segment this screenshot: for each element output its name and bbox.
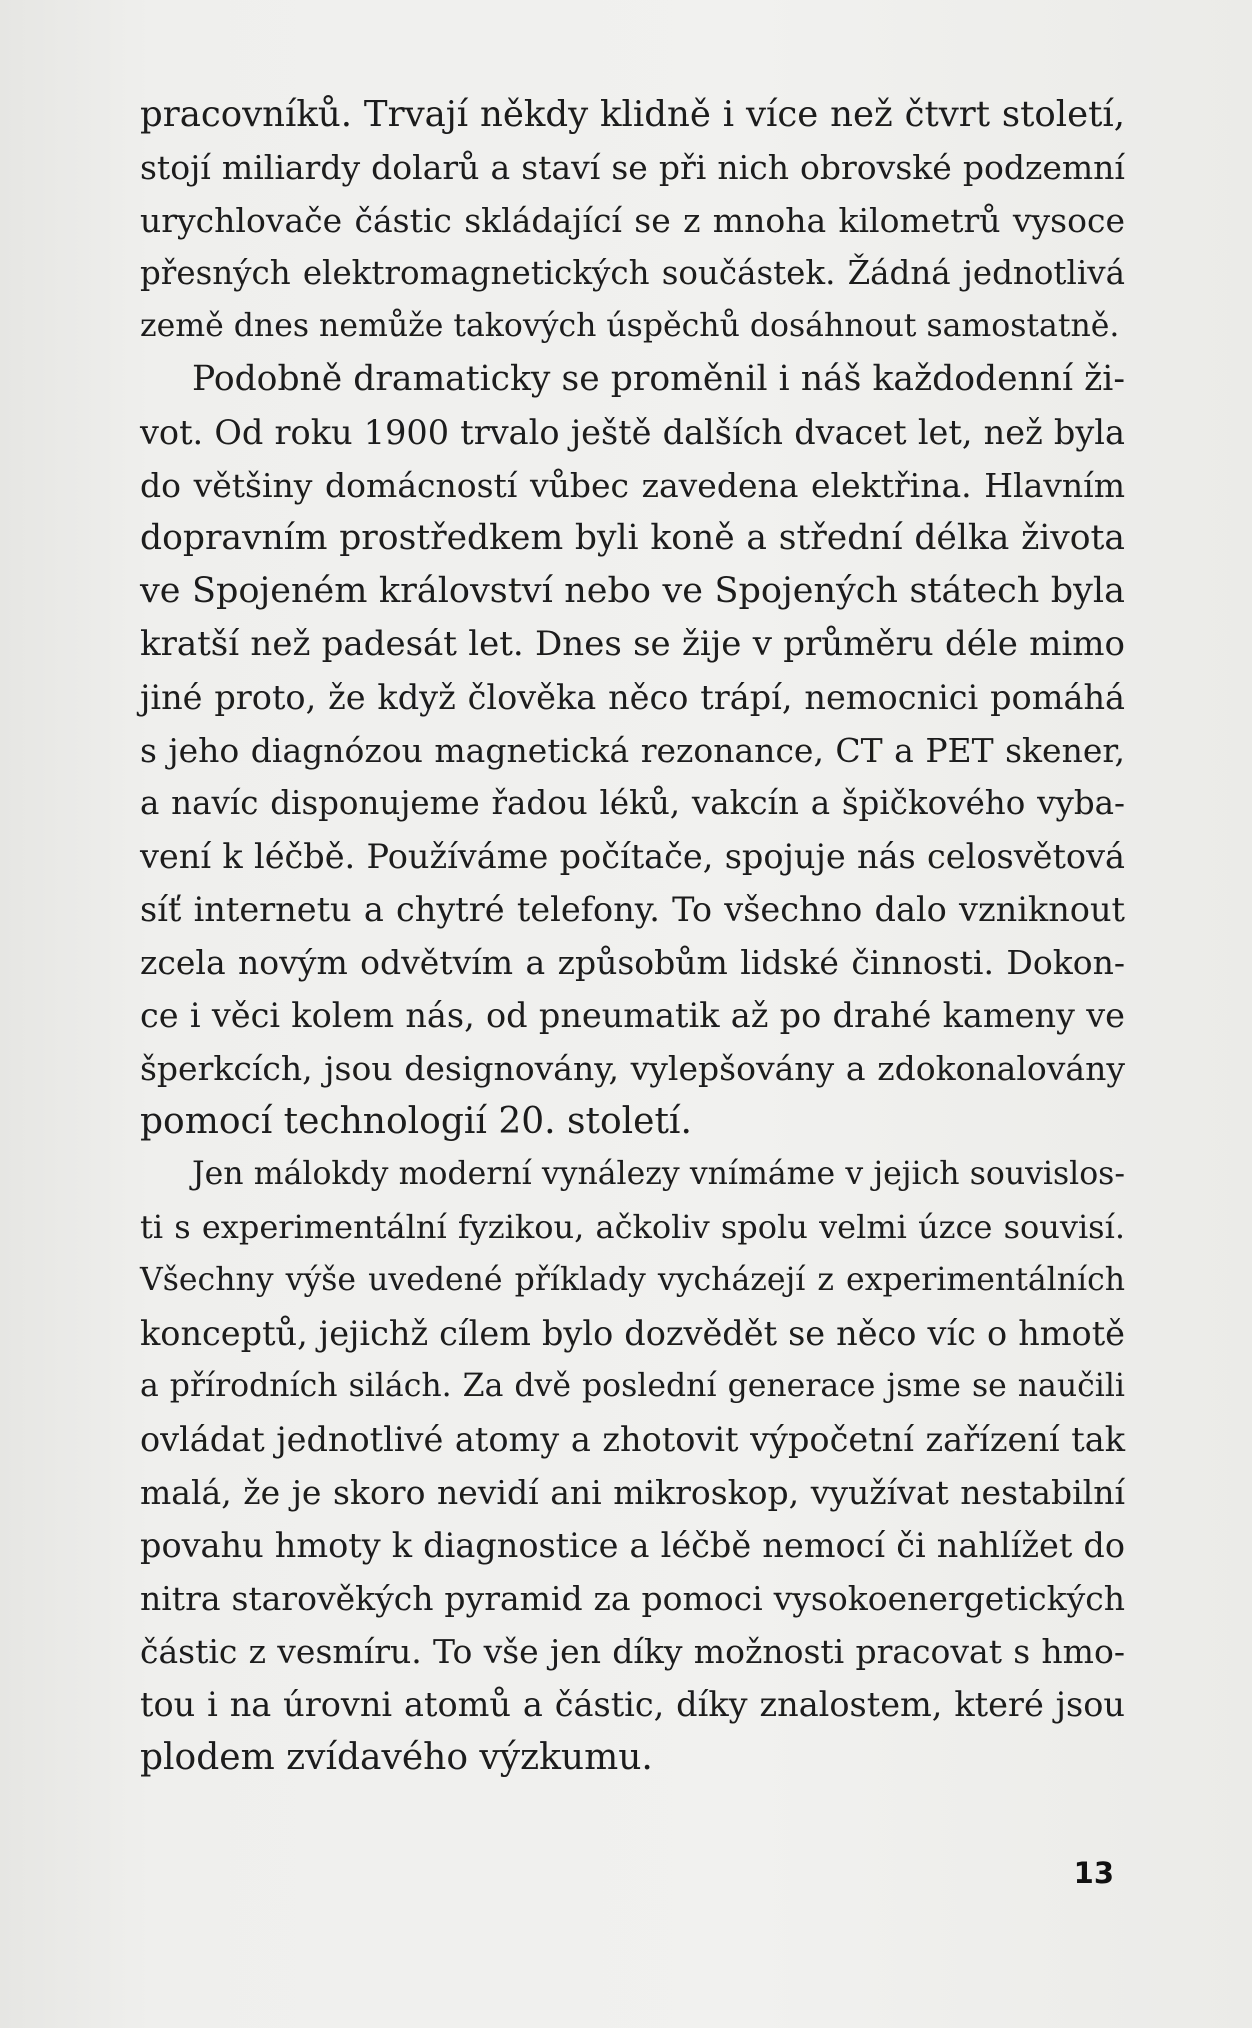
text-line: jiné proto, že když člověka něco trápí, nemocnici pomáhá bbox=[140, 678, 1125, 717]
text-line: šperkcích, jsou designovány, vylepšovány a zdokonalovány bbox=[140, 1049, 1125, 1088]
paragraph bbox=[140, 353, 1125, 1148]
body-text bbox=[140, 88, 1125, 1784]
text-line: ovládat jednotlivé atomy a zhotovit výpočetní zařízení tak bbox=[140, 1420, 1125, 1459]
text-line: malá, že je skoro nevidí ani mikroskop, využívat nestabilní bbox=[140, 1473, 1125, 1512]
text-line: konceptů, jejichž cílem bylo dozvědět se něco víc o hmotě bbox=[140, 1314, 1125, 1353]
page-number: 13 bbox=[1073, 1856, 1114, 1890]
text-line: s jeho diagnózou magnetická rezonance, CT a PET skener, bbox=[140, 731, 1125, 770]
text-line: urychlovače částic skládající se z mnoha kilometrů vysoce bbox=[140, 201, 1125, 240]
text-line: ve Spojeném království nebo ve Spojených státech byla bbox=[140, 571, 1125, 611]
text-line: přesných elektromagnetických součástek. Žádná jednotlivá bbox=[140, 254, 1125, 292]
text-line: země dnes nemůže takových úspěchů dosáhnout samostatně. bbox=[140, 308, 1120, 344]
text-line: síť internetu a chytré telefony. To všechno dalo vzniknout bbox=[140, 890, 1125, 929]
text-line: vení k léčbě. Používáme počítače, spojuje nás celosvětová bbox=[140, 837, 1125, 876]
text-line: pomocí technologií 20. století. bbox=[140, 1101, 692, 1142]
text-line: nitra starověkých pyramid za pomoci vysokoenergetických bbox=[140, 1579, 1125, 1618]
text-line: tou i na úrovni atomů a částic, díky znalostem, které jsou bbox=[140, 1685, 1125, 1724]
text-line: a navíc disponujeme řadou léků, vakcín a špičkového vyba- bbox=[140, 784, 1125, 822]
text-line: Všechny výše uvedené příklady vycházejí z experimentálních bbox=[140, 1262, 1125, 1298]
text-line: částic z vesmíru. To vše jen díky možnosti pracovat s hmo- bbox=[140, 1632, 1125, 1671]
text-line: pracovníků. Trvají někdy klidně i více než čtvrt století, bbox=[140, 94, 1125, 135]
text-line: stojí miliardy dolarů a staví se při nich obrovské podzemní bbox=[140, 148, 1125, 187]
text-line: zcela novým odvětvím a způsobům lidské činnosti. Dokon- bbox=[140, 943, 1125, 982]
text-line: vot. Od roku 1900 trvalo ještě dalších dvacet let, než byla bbox=[140, 413, 1125, 452]
text-line: Podobně dramaticky se proměnil i náš každodenní ži- bbox=[192, 359, 1125, 399]
text-line: kratší než padesát let. Dnes se žije v průměru déle mimo bbox=[140, 624, 1125, 664]
paragraph bbox=[140, 1148, 1125, 1784]
text-line: ce i věci kolem nás, od pneumatik až po drahé kameny ve bbox=[140, 996, 1125, 1035]
text-line: plodem zvídavého výzkumu. bbox=[140, 1737, 653, 1778]
text-line: ti s experimentální fyzikou, ačkoliv spolu velmi úzce souvisí. bbox=[140, 1208, 1125, 1246]
text-line: povahu hmoty k diagnostice a léčbě nemocí či nahlížet do bbox=[140, 1526, 1125, 1565]
text-line: a přírodních silách. Za dvě poslední generace jsme se naučili bbox=[140, 1368, 1125, 1404]
text-line: dopravním prostředkem byli koně a střední délka života bbox=[140, 518, 1125, 558]
text-line: do většiny domácností vůbec zavedena elektřina. Hlavním bbox=[140, 466, 1125, 505]
text-line: Jen málokdy moderní vynálezy vnímáme v jejich souvislos- bbox=[192, 1156, 1125, 1192]
paragraph bbox=[140, 88, 1125, 353]
